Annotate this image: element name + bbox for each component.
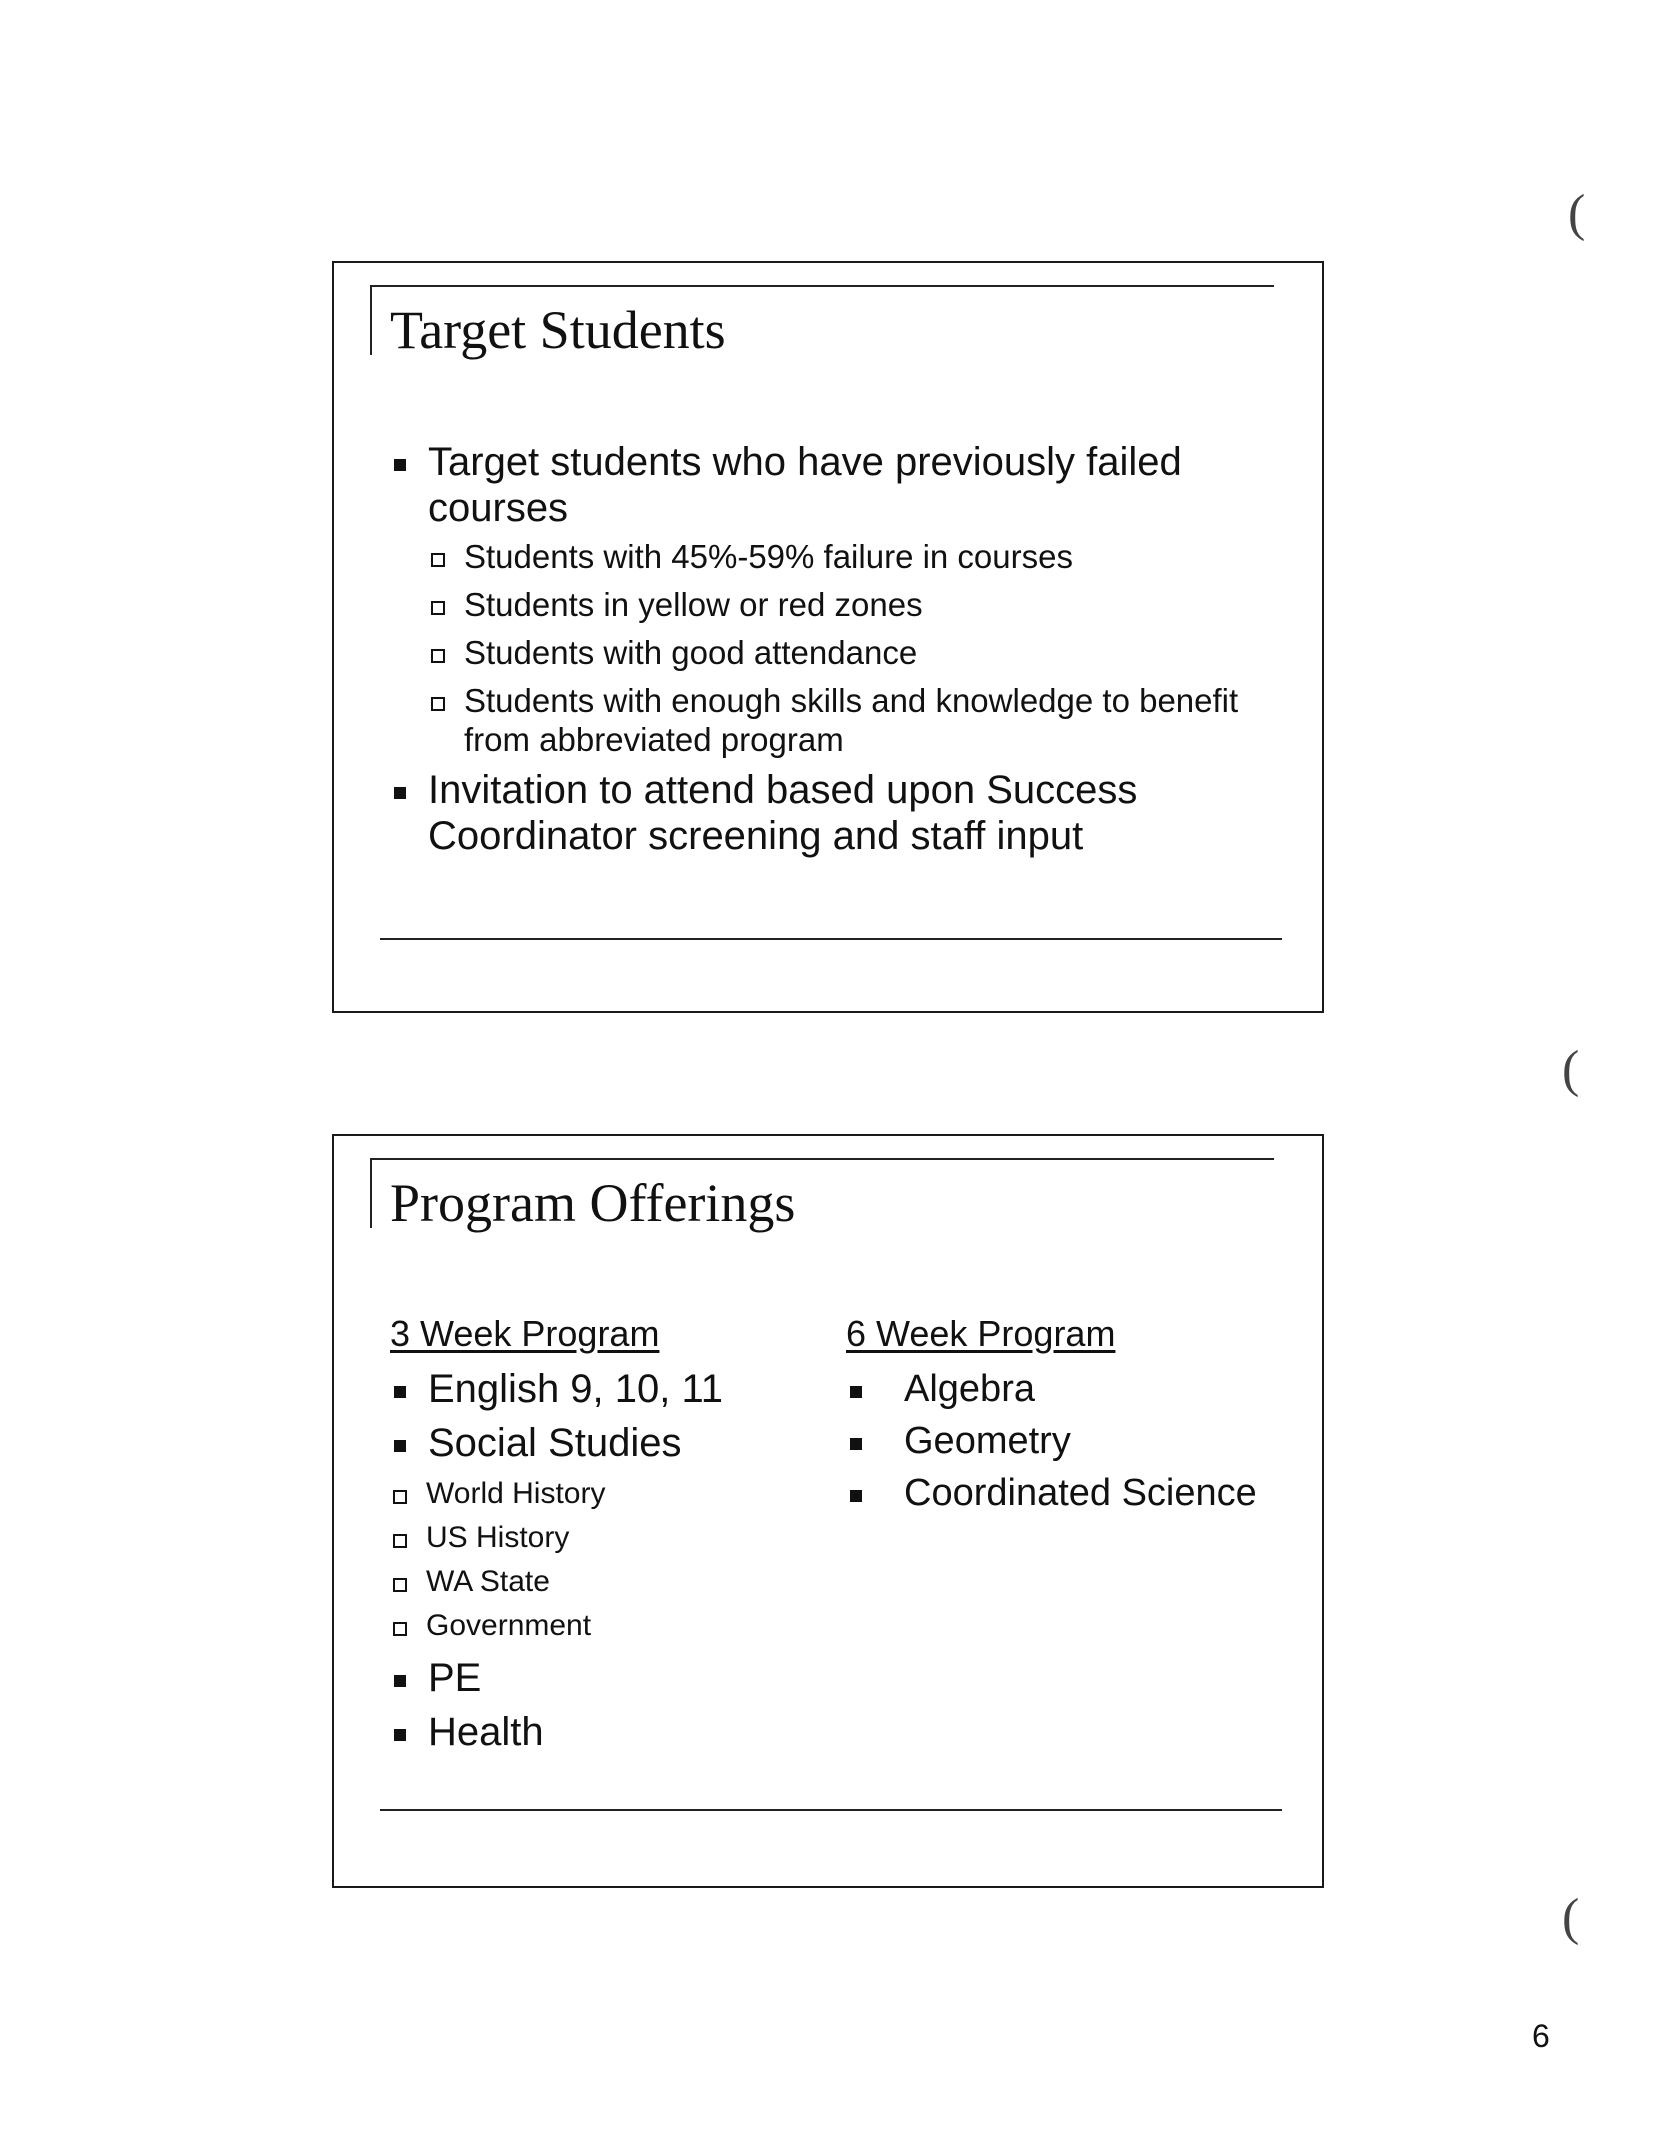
page-number: 6	[1532, 2018, 1550, 2054]
footer-rule	[380, 938, 1282, 940]
sub-course-item: WA State	[390, 1562, 810, 1601]
slide-program-offerings	[332, 1134, 1324, 1888]
sub-course-item: World History	[390, 1474, 810, 1513]
slide-title: Program Offerings	[390, 1173, 796, 1233]
course-item: Coordinated Science	[846, 1470, 1286, 1516]
sub-bullet-item: Students with enough skills and knowledge to benefit from abbreviated program	[428, 681, 1270, 759]
course-list	[846, 1366, 1286, 1516]
column-heading: 6 Week Program	[846, 1313, 1116, 1354]
margin-mark: (	[1568, 185, 1586, 242]
course-text: Social Studies	[428, 1421, 682, 1465]
margin-mark: (	[1562, 1889, 1580, 1946]
course-item	[390, 1420, 810, 1466]
title-rule-vertical	[370, 285, 372, 355]
bullet-item	[390, 439, 1270, 759]
course-item: Health	[390, 1709, 810, 1755]
footer-rule	[380, 1809, 1282, 1811]
course-item: English 9, 10, 11	[390, 1366, 810, 1412]
course-item: Geometry	[846, 1418, 1286, 1464]
sub-course-list	[390, 1474, 810, 1645]
sub-bullet-list	[428, 537, 1270, 759]
bullet-item	[390, 767, 1270, 859]
course-list	[390, 1366, 810, 1755]
sub-bullet-item: Students with good attendance	[428, 633, 1270, 672]
sub-course-item: US History	[390, 1518, 810, 1557]
course-item: Algebra	[846, 1366, 1286, 1412]
slide-title: Target Students	[390, 300, 726, 360]
three-week-column	[390, 1312, 810, 1763]
bullet-list	[390, 439, 1270, 865]
margin-mark: (	[1562, 1041, 1580, 1098]
title-rule-vertical	[370, 1158, 372, 1228]
sub-bullet-item: Students with 45%-59% failure in courses	[428, 537, 1270, 576]
sub-bullet-item: Students in yellow or red zones	[428, 585, 1270, 624]
slide-target-students	[332, 261, 1324, 1013]
title-rule	[370, 285, 1274, 287]
six-week-column	[846, 1312, 1286, 1522]
sub-course-item: Government	[390, 1606, 810, 1645]
title-rule	[370, 1158, 1274, 1160]
course-item: PE	[390, 1655, 810, 1701]
bullet-text: Target students who have previously failed courses	[428, 440, 1182, 530]
column-heading: 3 Week Program	[390, 1313, 660, 1354]
bullet-text: Invitation to attend based upon Success Coordinator screening and staff input	[428, 768, 1138, 858]
sub-course-group	[390, 1474, 810, 1645]
